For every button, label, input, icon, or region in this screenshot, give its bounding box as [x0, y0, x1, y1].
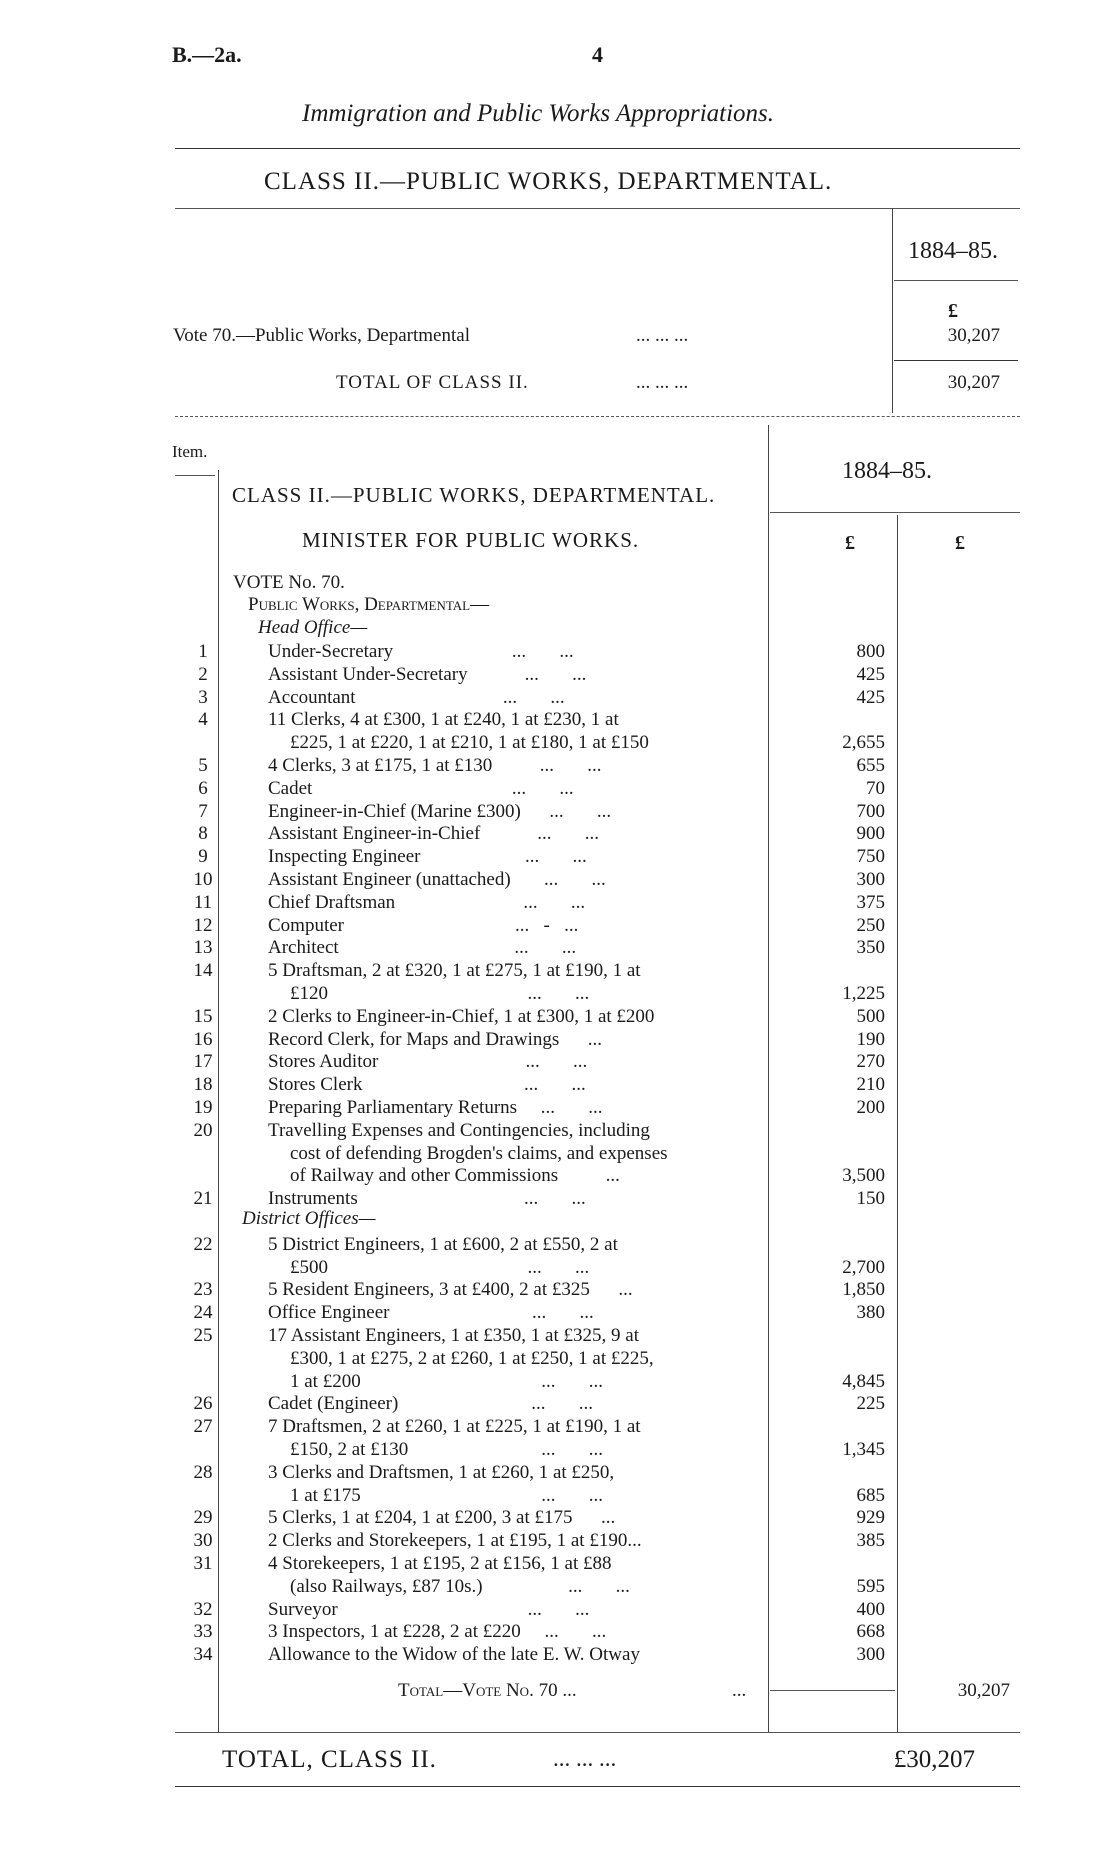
item-description: 7 Draftsmen, 2 at £260, 1 at £225, 1 at £190, 1 at	[268, 1416, 641, 1438]
currency-total-header: £	[955, 532, 965, 554]
item-amount: 929	[856, 1507, 885, 1529]
item-description: 2 Clerks to Engineer-in-Chief, 1 at £300, 1 at £200	[268, 1005, 655, 1027]
item-amount: 210	[856, 1074, 885, 1096]
item-amount: 655	[856, 755, 885, 776]
item-description: 2 Clerks and Storekeepers, 1 at £195, 1 at £190...	[268, 1530, 642, 1552]
item-description: Engineer-in-Chief (Marine £300) ... ...	[268, 800, 612, 822]
description-column-rule	[768, 425, 769, 1732]
item-description: £500 ... ...	[290, 1256, 590, 1278]
item-amount: 190	[856, 1028, 885, 1050]
item-amount: 375	[856, 891, 885, 913]
item-number: 29	[193, 1507, 213, 1529]
item-amount: 70	[866, 777, 885, 799]
total-vote-amount: 30,207	[957, 1680, 1010, 1701]
item-amount: 685	[856, 1484, 885, 1506]
item-amount: 2,700	[842, 1256, 885, 1278]
item-number: 5	[198, 755, 208, 776]
item-description: Record Clerk, for Maps and Drawings ...	[268, 1028, 603, 1050]
item-amount: 380	[856, 1302, 885, 1324]
item-number: 32	[193, 1598, 213, 1620]
item-column-rule	[218, 470, 219, 1732]
item-number: 34	[193, 1644, 213, 1666]
divider	[770, 1690, 895, 1691]
item-number: 16	[193, 1028, 213, 1050]
item-number: 33	[193, 1621, 213, 1643]
divider	[175, 475, 215, 476]
item-description: 3 Inspectors, 1 at £228, 2 at £220 ... ...	[268, 1621, 607, 1643]
item-number: 25	[193, 1325, 213, 1346]
page-number: 4	[592, 42, 603, 67]
vote-name: Public Works, Departmental—	[248, 594, 490, 615]
summary-vote-dots: ... ... ...	[636, 325, 689, 346]
item-amount: 200	[856, 1097, 885, 1118]
item-amount: 1,225	[842, 983, 885, 1004]
item-description: 1 at £175 ... ...	[290, 1484, 603, 1506]
item-description: 4 Clerks, 3 at £175, 1 at £130 ... ...	[268, 755, 602, 776]
item-amount: 400	[856, 1598, 885, 1620]
item-number: 26	[193, 1393, 213, 1415]
item-description: £150, 2 at £130 ... ...	[290, 1439, 603, 1460]
minister-heading: MINISTER FOR PUBLIC WORKS.	[302, 528, 640, 552]
item-description: Surveyor ... ...	[268, 1598, 590, 1620]
item-number: 22	[193, 1233, 213, 1255]
item-amount: 270	[856, 1051, 885, 1073]
item-number: 10	[193, 869, 213, 890]
divider	[175, 1786, 1020, 1787]
item-number: 17	[193, 1051, 213, 1073]
item-number: 20	[193, 1119, 213, 1141]
item-description: Under-Secretary ... ...	[268, 641, 574, 662]
item-description: Instruments ... ...	[268, 1188, 586, 1210]
item-description: Cadet (Engineer) ... ...	[268, 1393, 594, 1415]
detail-year: 1884–85.	[842, 458, 932, 484]
item-description: 17 Assistant Engineers, 1 at £350, 1 at £325, 9 at	[268, 1325, 639, 1346]
divider	[175, 148, 1020, 149]
item-number: 23	[193, 1279, 213, 1301]
item-description: Architect ... ...	[268, 937, 577, 959]
item-number: 24	[193, 1302, 213, 1324]
item-description: Assistant Engineer-in-Chief ... ...	[268, 823, 600, 845]
item-description: cost of defending Brogden's claims, and expenses	[290, 1142, 668, 1164]
item-description: Stores Clerk ... ...	[268, 1074, 586, 1096]
item-amount: 4,845	[842, 1370, 885, 1392]
item-number: 18	[193, 1074, 213, 1096]
item-amount: 2,655	[842, 732, 885, 754]
item-amount: 250	[856, 914, 885, 936]
divider	[770, 512, 1020, 513]
item-description: Chief Draftsman ... ...	[268, 891, 586, 913]
item-number: 11	[193, 891, 213, 913]
summary-year: 1884–85.	[908, 238, 998, 264]
item-description: Computer ... - ...	[268, 914, 579, 936]
item-number: 21	[193, 1188, 213, 1210]
total-vote-label: Total—Vote No. 70 ...	[398, 1680, 577, 1701]
item-amount: 150	[856, 1188, 885, 1210]
summary-column-rule	[892, 208, 893, 413]
item-description: Cadet ... ...	[268, 777, 574, 799]
grand-total-dots: ... ... ...	[553, 1746, 617, 1771]
item-description: 4 Storekeepers, 1 at £195, 2 at £156, 1 at £88	[268, 1553, 612, 1574]
item-amount: 225	[856, 1393, 885, 1415]
item-amount: 700	[856, 800, 885, 822]
grand-total-label: TOTAL, CLASS II.	[222, 1746, 437, 1773]
item-description: £225, 1 at £220, 1 at £210, 1 at £180, 1 at £150	[290, 732, 649, 754]
divider	[175, 416, 1020, 417]
item-description: (also Railways, £87 10s.) ... ...	[290, 1575, 630, 1597]
summary-total-amount: 30,207	[947, 372, 1000, 393]
item-number: 14	[193, 960, 213, 982]
item-number: 27	[193, 1416, 213, 1438]
district-offices-heading: District Offices—	[242, 1208, 376, 1229]
item-number: 19	[193, 1097, 213, 1118]
summary-vote-label: Vote 70.—Public Works, Departmental	[173, 325, 470, 346]
item-number: 7	[198, 800, 208, 822]
item-number: 1	[198, 641, 208, 662]
item-description: Inspecting Engineer ... ...	[268, 846, 587, 868]
item-description: Assistant Under-Secretary ... ...	[268, 663, 587, 685]
item-description: Stores Auditor ... ...	[268, 1051, 588, 1073]
total-vote-dots: ...	[732, 1680, 747, 1701]
currency-subtotal-header: £	[845, 532, 855, 554]
amount-column-rule	[897, 515, 898, 1732]
item-amount: 350	[856, 937, 885, 959]
item-amount: 500	[856, 1005, 885, 1027]
vote-number: VOTE No. 70.	[233, 572, 345, 593]
grand-total-amount: £30,207	[893, 1746, 975, 1773]
item-amount: 750	[856, 846, 885, 868]
divider	[894, 360, 1018, 361]
item-number: 30	[193, 1530, 213, 1552]
item-number: 15	[193, 1005, 213, 1027]
item-amount: 3,500	[842, 1165, 885, 1187]
item-number: 9	[198, 846, 208, 868]
item-description: 5 Resident Engineers, 3 at £400, 2 at £325 ...	[268, 1279, 633, 1301]
divider	[175, 1732, 1020, 1733]
item-amount: 668	[856, 1621, 885, 1643]
divider	[175, 208, 1020, 209]
summary-total-dots: ... ... ...	[636, 372, 689, 393]
item-description: Allowance to the Widow of the late E. W. Otway	[268, 1644, 640, 1666]
item-amount: 595	[856, 1575, 885, 1597]
item-number: 4	[198, 709, 208, 731]
item-description: 5 Draftsman, 2 at £320, 1 at £275, 1 at £190, 1 at	[268, 960, 641, 982]
item-number: 2	[198, 663, 208, 685]
item-number: 28	[193, 1461, 213, 1483]
item-description: Accountant ... ...	[268, 686, 565, 708]
item-description: Office Engineer ... ...	[268, 1302, 594, 1324]
divider	[894, 280, 1018, 281]
item-description: 3 Clerks and Draftsmen, 1 at £260, 1 at £250,	[268, 1461, 615, 1483]
item-number: 8	[198, 823, 208, 845]
page-subtitle: Immigration and Public Works Appropriations.	[302, 100, 775, 127]
item-amount: 300	[856, 869, 885, 890]
item-number: 31	[193, 1553, 213, 1574]
item-description: £300, 1 at £275, 2 at £260, 1 at £250, 1 at £225,	[290, 1347, 654, 1369]
item-description: 1 at £200 ... ...	[290, 1370, 603, 1392]
item-amount: 800	[856, 641, 885, 662]
class-title: CLASS II.—PUBLIC WORKS, DEPARTMENTAL.	[264, 168, 833, 195]
item-number: 6	[198, 777, 208, 799]
detail-class-title: CLASS II.—PUBLIC WORKS, DEPARTMENTAL.	[232, 483, 716, 507]
summary-total-label: TOTAL OF CLASS II.	[336, 372, 529, 393]
item-description: £120 ... ...	[290, 983, 590, 1004]
item-amount: 300	[856, 1644, 885, 1666]
item-number: 12	[193, 914, 213, 936]
item-amount: 425	[856, 686, 885, 708]
page-reference: B.—2a.	[172, 42, 242, 67]
item-amount: 425	[856, 663, 885, 685]
item-number: 3	[198, 686, 208, 708]
item-description: of Railway and other Commissions ...	[290, 1165, 620, 1187]
summary-currency: £	[948, 300, 958, 322]
item-amount: 1,345	[842, 1439, 885, 1460]
item-column-header: Item.	[172, 442, 208, 461]
item-description: Travelling Expenses and Contingencies, including	[268, 1119, 650, 1141]
item-number: 13	[193, 937, 213, 959]
item-amount: 1,850	[842, 1279, 885, 1301]
item-description: 5 Clerks, 1 at £204, 1 at £200, 3 at £175 ...	[268, 1507, 616, 1529]
item-description: Assistant Engineer (unattached) ... ...	[268, 869, 606, 890]
head-office-heading: Head Office—	[258, 617, 368, 638]
item-amount: 385	[856, 1530, 885, 1552]
item-description: 5 District Engineers, 1 at £600, 2 at £550, 2 at	[268, 1233, 618, 1255]
item-amount: 900	[856, 823, 885, 845]
item-description: Preparing Parliamentary Returns ... ...	[268, 1097, 603, 1118]
item-description: 11 Clerks, 4 at £300, 1 at £240, 1 at £230, 1 at	[268, 709, 619, 731]
summary-vote-amount: 30,207	[947, 325, 1000, 346]
